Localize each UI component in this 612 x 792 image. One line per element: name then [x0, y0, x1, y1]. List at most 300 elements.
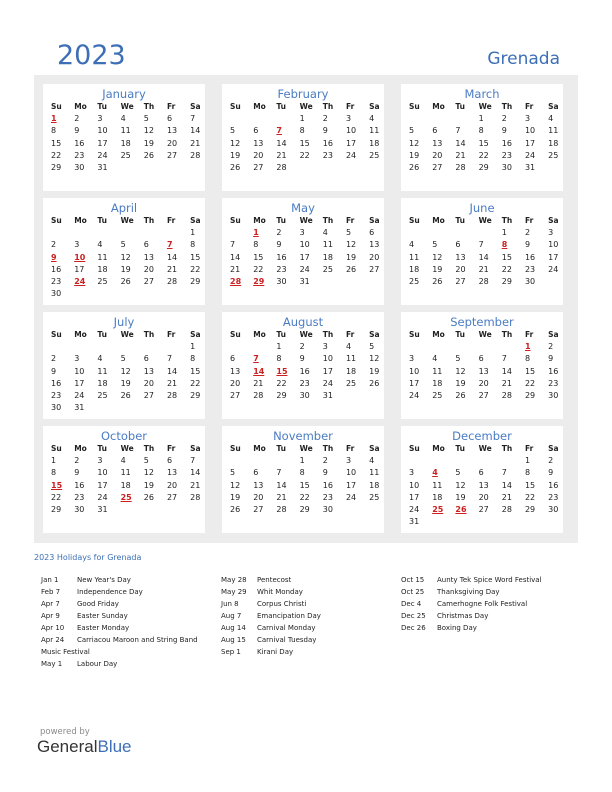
day-cell: 22: [51, 150, 62, 160]
holiday-name: Whit Monday: [257, 588, 303, 596]
holiday-date: Feb 7: [41, 588, 61, 596]
day-cell: 6: [478, 468, 484, 478]
weekday-header: Th: [501, 330, 513, 339]
day-cell: 29: [51, 162, 62, 172]
day-cell: 17: [97, 138, 108, 148]
weekday-header: Sa: [190, 102, 201, 111]
day-cell: 10: [524, 126, 536, 136]
day-cell: 17: [74, 264, 85, 274]
day-cell: 19: [455, 492, 466, 502]
empty-cell: [225, 341, 248, 353]
day-cell: 27: [478, 390, 489, 400]
day-cell: 25: [409, 276, 420, 286]
day-cell: 6: [369, 228, 375, 238]
day-cell: 29: [501, 276, 512, 286]
day-cell: 17: [524, 138, 536, 148]
day-cell: 13: [432, 138, 443, 148]
weekday-header: Mo: [74, 216, 87, 225]
weekday-header: Th: [501, 444, 513, 453]
day-cell: 18: [345, 366, 357, 376]
weekday-header: We: [120, 330, 134, 339]
day-cell: 30: [548, 504, 559, 514]
day-cell: 10: [322, 354, 333, 364]
day-cell: 16: [524, 252, 536, 262]
weekday-header: Su: [409, 444, 420, 453]
day-cell: 9: [501, 126, 507, 136]
day-cell: 22: [524, 378, 536, 388]
day-cell: 11: [322, 240, 333, 250]
empty-cell: [225, 113, 248, 125]
day-cell: 29: [190, 276, 201, 286]
day-cell: 9: [524, 240, 531, 250]
day-cell: 17: [97, 480, 108, 490]
empty-cell: [450, 455, 473, 467]
day-cell: 21: [253, 378, 264, 388]
day-cell: 14: [190, 468, 201, 478]
weekday-header: Fr: [524, 444, 534, 453]
month-grid: [404, 101, 563, 174]
day-cell: 9: [322, 468, 328, 478]
day-cell: 13: [369, 240, 380, 250]
day-cell: 27: [253, 504, 264, 514]
day-cell: 16: [322, 480, 333, 490]
day-cell: 5: [120, 240, 126, 250]
empty-cell: [404, 113, 427, 125]
day-cell: 10: [97, 126, 108, 136]
month-name: June: [469, 201, 495, 215]
day-cell: 26: [455, 390, 466, 400]
day-cell: 27: [455, 276, 466, 286]
weekday-header: We: [120, 216, 134, 225]
month-name: April: [110, 201, 138, 215]
holiday-row: [41, 634, 198, 646]
day-cell: 31: [97, 162, 108, 172]
weekday-header: Tu: [455, 330, 466, 339]
month-grid: [46, 101, 205, 174]
day-cell: 6: [166, 114, 173, 124]
weekday-header: Su: [230, 330, 241, 339]
day-cell: 27: [143, 390, 154, 400]
weekday-header: Sa: [548, 444, 559, 453]
day-cell: 26: [369, 378, 380, 388]
day-cell: 27: [253, 162, 264, 172]
day-cell: 8: [51, 126, 57, 136]
holiday-row: [221, 622, 321, 634]
day-cell: 21: [478, 264, 489, 274]
empty-cell: [139, 227, 162, 239]
day-cell: 16: [74, 138, 85, 148]
day-cell: 13: [455, 252, 466, 262]
empty-cell: [497, 455, 520, 467]
holiday-row: [221, 610, 321, 622]
day-cell: 30: [51, 289, 62, 299]
empty-cell: [450, 341, 473, 353]
weekday-header: Mo: [432, 216, 445, 225]
holiday-date: May 29: [221, 588, 247, 596]
holiday-day-cell: 15: [276, 366, 288, 376]
day-cell: 19: [120, 378, 131, 388]
day-cell: 22: [299, 492, 310, 502]
day-cell: 29: [51, 504, 62, 514]
day-cell: 8: [299, 468, 305, 478]
weekday-header: Tu: [97, 444, 108, 453]
day-cell: 12: [120, 366, 131, 376]
day-cell: 5: [230, 468, 236, 478]
holiday-row: [41, 646, 198, 658]
month-march: [401, 84, 563, 191]
month-grid: [46, 215, 205, 300]
day-cell: 27: [369, 264, 380, 274]
day-cell: 8: [190, 354, 196, 364]
day-cell: 27: [478, 504, 489, 514]
day-cell: 19: [230, 150, 241, 160]
weekday-header: Th: [501, 102, 513, 111]
holiday-row: [221, 586, 321, 598]
day-cell: 19: [120, 264, 131, 274]
weekday-header: Su: [51, 444, 62, 453]
day-cell: 3: [299, 228, 305, 238]
day-cell: 30: [74, 162, 85, 172]
day-cell: 25: [345, 378, 357, 388]
day-cell: 13: [253, 480, 264, 490]
holiday-day-cell: 26: [455, 504, 467, 514]
day-cell: 12: [143, 126, 154, 136]
day-cell: 18: [120, 138, 131, 148]
weekday-header: We: [299, 444, 313, 453]
day-cell: 19: [143, 480, 154, 490]
holiday-row: [401, 574, 542, 586]
day-cell: 17: [409, 492, 420, 502]
day-cell: 28: [478, 276, 489, 286]
day-cell: 6: [253, 126, 259, 136]
day-cell: 24: [97, 492, 108, 502]
day-cell: 30: [524, 276, 536, 286]
holiday-row: [401, 586, 542, 598]
day-cell: 23: [74, 492, 85, 502]
weekday-header: Sa: [369, 216, 380, 225]
empty-cell: [404, 341, 427, 353]
day-cell: 25: [97, 276, 108, 286]
day-cell: 5: [369, 342, 375, 352]
day-cell: 30: [548, 390, 559, 400]
day-cell: 19: [230, 492, 241, 502]
day-cell: 27: [166, 492, 178, 502]
day-cell: 29: [524, 504, 536, 514]
day-cell: 1: [51, 456, 57, 466]
day-cell: 22: [190, 264, 201, 274]
holiday-name: New Year's Day: [77, 576, 131, 584]
day-cell: 9: [51, 366, 57, 376]
day-cell: 16: [276, 252, 287, 262]
holiday-date: May 28: [221, 576, 247, 584]
holiday-date: Sep 1: [221, 648, 241, 656]
day-cell: 21: [166, 378, 178, 388]
day-cell: 1: [276, 342, 282, 352]
day-cell: 15: [478, 138, 489, 148]
day-cell: 8: [524, 468, 531, 478]
month-name: December: [452, 429, 512, 443]
empty-cell: [474, 227, 497, 239]
weekday-header: Tu: [276, 444, 287, 453]
day-cell: 13: [253, 138, 264, 148]
day-cell: 10: [97, 468, 108, 478]
day-cell: 15: [299, 138, 310, 148]
holiday-row: [221, 574, 321, 586]
day-cell: 26: [143, 492, 154, 502]
day-cell: 26: [230, 162, 241, 172]
weekday-header: Su: [51, 102, 62, 111]
weekday-header: Fr: [345, 216, 355, 225]
holiday-day-cell: 9: [51, 252, 57, 262]
day-cell: 13: [478, 366, 489, 376]
day-cell: 17: [548, 252, 559, 262]
day-cell: 6: [455, 240, 461, 250]
day-cell: 22: [478, 150, 489, 160]
day-cell: 25: [322, 264, 333, 274]
holiday-date: Oct 15: [401, 576, 425, 584]
weekday-header: Th: [322, 102, 334, 111]
month-name: May: [291, 201, 315, 215]
day-cell: 16: [501, 138, 512, 148]
day-cell: 18: [322, 252, 333, 262]
day-cell: 23: [299, 378, 310, 388]
holiday-row: [41, 658, 198, 670]
empty-cell: [271, 113, 294, 125]
day-cell: 23: [524, 264, 536, 274]
day-cell: 28: [253, 390, 264, 400]
day-cell: 24: [524, 150, 536, 160]
day-cell: 9: [322, 126, 328, 136]
day-cell: 20: [143, 378, 154, 388]
empty-cell: [248, 341, 271, 353]
empty-cell: [69, 341, 92, 353]
empty-cell: [450, 227, 473, 239]
day-cell: 23: [74, 150, 85, 160]
holiday-row: [41, 574, 198, 586]
holiday-day-cell: 25: [120, 492, 132, 502]
day-cell: 12: [409, 138, 420, 148]
day-cell: 5: [120, 354, 126, 364]
day-cell: 27: [432, 162, 443, 172]
day-cell: 22: [501, 264, 512, 274]
day-cell: 24: [409, 390, 420, 400]
generalblue-logo[interactable]: [37, 737, 132, 757]
day-cell: 15: [51, 138, 62, 148]
day-cell: 28: [166, 390, 178, 400]
empty-cell: [92, 341, 115, 353]
month-august: [222, 312, 384, 419]
day-cell: 30: [276, 276, 287, 286]
day-cell: 31: [409, 517, 420, 527]
weekday-header: Fr: [166, 330, 176, 339]
weekday-header: Mo: [253, 102, 266, 111]
day-cell: 19: [409, 150, 420, 160]
holidays-column-2: [221, 574, 321, 658]
day-cell: 31: [97, 504, 108, 514]
day-cell: 1: [478, 114, 484, 124]
holiday-date: Dec 4: [401, 600, 422, 608]
holiday-day-cell: 7: [253, 354, 259, 364]
day-cell: 16: [299, 366, 310, 376]
day-cell: 5: [432, 240, 438, 250]
day-cell: 2: [322, 114, 328, 124]
empty-cell: [162, 341, 185, 353]
day-cell: 28: [190, 492, 201, 502]
weekday-header: Su: [230, 216, 241, 225]
month-september: [401, 312, 563, 419]
weekday-header: Sa: [369, 444, 380, 453]
day-cell: 12: [230, 480, 241, 490]
day-cell: 26: [143, 150, 154, 160]
holiday-day-cell: 7: [276, 126, 282, 136]
weekday-header: Mo: [432, 330, 445, 339]
year-title: 2023: [57, 40, 126, 71]
day-cell: 21: [190, 138, 201, 148]
weekday-header: Tu: [97, 102, 108, 111]
month-grid: [404, 443, 563, 528]
month-grid: [225, 101, 384, 174]
weekday-header: Sa: [548, 216, 559, 225]
empty-cell: [427, 113, 450, 125]
day-cell: 28: [455, 162, 466, 172]
weekday-header: Sa: [190, 216, 201, 225]
day-cell: 16: [74, 480, 85, 490]
holiday-row: [401, 598, 542, 610]
empty-cell: [404, 455, 427, 467]
day-cell: 11: [548, 126, 559, 136]
weekday-header: Su: [230, 444, 241, 453]
holiday-date: Apr 10: [41, 624, 65, 632]
brand-blue: Blue: [97, 737, 132, 756]
day-cell: 8: [51, 468, 57, 478]
day-cell: 10: [345, 126, 357, 136]
day-cell: 12: [230, 138, 241, 148]
month-name: January: [102, 87, 146, 101]
month-october: [43, 426, 205, 533]
day-cell: 16: [51, 264, 62, 274]
day-cell: 5: [143, 456, 149, 466]
day-cell: 18: [97, 264, 108, 274]
day-cell: 25: [120, 150, 131, 160]
holidays-column-3: [401, 574, 542, 634]
day-cell: 19: [455, 378, 466, 388]
day-cell: 11: [120, 126, 131, 136]
day-cell: 20: [143, 264, 154, 274]
day-cell: 14: [166, 366, 178, 376]
day-cell: 13: [230, 366, 241, 376]
weekday-header: Mo: [432, 102, 445, 111]
day-cell: 19: [345, 252, 357, 262]
day-cell: 28: [276, 162, 287, 172]
holiday-name: Carnival Monday: [257, 624, 316, 632]
empty-cell: [116, 341, 139, 353]
day-cell: 10: [74, 366, 85, 376]
day-cell: 6: [230, 354, 236, 364]
day-cell: 8: [478, 126, 484, 136]
day-cell: 22: [524, 492, 536, 502]
weekday-header: We: [478, 102, 492, 111]
day-cell: 22: [253, 264, 264, 274]
weekday-header: Fr: [166, 102, 176, 111]
holiday-name: Aunty Tek Spice Word Festival: [437, 576, 542, 584]
holiday-date: Aug 15: [221, 636, 246, 644]
day-cell: 12: [345, 240, 357, 250]
day-cell: 1: [299, 456, 305, 466]
day-cell: 10: [299, 240, 310, 250]
weekday-header: Mo: [74, 444, 87, 453]
day-cell: 23: [322, 150, 333, 160]
holiday-row: [221, 634, 321, 646]
weekday-header: Mo: [74, 330, 87, 339]
holiday-name: Christmas Day: [437, 612, 489, 620]
day-cell: 2: [548, 456, 554, 466]
day-cell: 18: [369, 480, 380, 490]
day-cell: 1: [501, 228, 507, 238]
month-grid: [225, 329, 384, 402]
weekday-header: Th: [501, 216, 513, 225]
holiday-name: Thanksgiving Day: [437, 588, 500, 596]
day-cell: 18: [432, 492, 443, 502]
holiday-name: Pentecost: [257, 576, 292, 584]
day-cell: 16: [322, 138, 333, 148]
day-cell: 15: [524, 480, 536, 490]
day-cell: 9: [299, 354, 305, 364]
holiday-day-cell: 14: [253, 366, 265, 376]
day-cell: 17: [409, 378, 420, 388]
month-grid: [46, 329, 205, 414]
day-cell: 23: [276, 264, 287, 274]
day-cell: 1: [190, 228, 196, 238]
day-cell: 23: [51, 276, 62, 286]
holiday-date: Dec 26: [401, 624, 426, 632]
day-cell: 24: [97, 150, 108, 160]
day-cell: 18: [97, 378, 108, 388]
weekday-header: Sa: [548, 330, 559, 339]
day-cell: 2: [276, 228, 282, 238]
day-cell: 24: [409, 504, 420, 514]
holiday-row: [41, 586, 198, 598]
day-cell: 28: [166, 276, 178, 286]
day-cell: 11: [120, 468, 131, 478]
day-cell: 1: [524, 456, 531, 466]
day-cell: 10: [409, 480, 420, 490]
day-cell: 20: [455, 264, 466, 274]
day-cell: 22: [51, 492, 62, 502]
day-cell: 3: [524, 114, 531, 124]
month-grid: [225, 443, 384, 516]
holiday-row: [401, 610, 542, 622]
weekday-header: Tu: [276, 102, 287, 111]
weekday-header: Tu: [455, 444, 466, 453]
holiday-date: Dec 25: [401, 612, 426, 620]
weekday-header: Tu: [455, 216, 466, 225]
holiday-name: Music Festival: [41, 648, 90, 656]
day-cell: 14: [501, 480, 512, 490]
day-cell: 25: [548, 150, 559, 160]
day-cell: 3: [74, 354, 80, 364]
holidays-title: 2023 Holidays for Grenada: [34, 553, 142, 562]
day-cell: 11: [345, 354, 357, 364]
day-cell: 3: [97, 456, 103, 466]
weekday-header: Su: [230, 102, 241, 111]
day-cell: 7: [276, 468, 282, 478]
day-cell: 20: [369, 252, 380, 262]
day-cell: 9: [74, 468, 80, 478]
holiday-day-cell: 25: [432, 504, 444, 514]
month-february: [222, 84, 384, 191]
calendar-panel: [34, 75, 578, 543]
weekday-header: We: [120, 102, 134, 111]
